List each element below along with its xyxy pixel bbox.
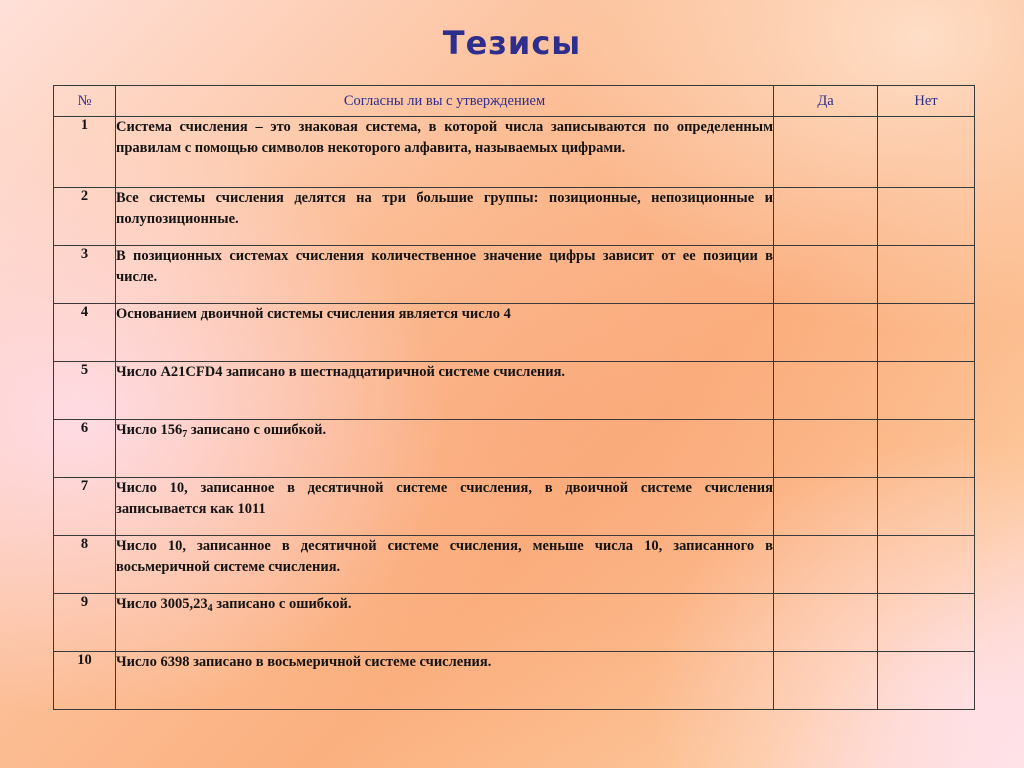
header-statement: Согласны ли вы с утверждением [116, 86, 774, 117]
yes-cell[interactable] [774, 536, 878, 594]
row-number: 4 [54, 304, 116, 362]
yes-cell[interactable] [774, 362, 878, 420]
table-row [54, 117, 975, 188]
row-statement: Число A21CFD4 записано в шестнадцатиричной системе счисления. [116, 362, 774, 420]
row-number: 10 [54, 652, 116, 710]
row-number: 1 [54, 117, 116, 188]
row-number: 2 [54, 188, 116, 246]
no-cell[interactable] [878, 536, 975, 594]
row-statement: Система счисления – это знаковая система, в которой числа записываются по определенным правилам с помощью символов некоторого алфавита, называемых цифрами. [116, 117, 774, 188]
no-cell[interactable] [878, 304, 975, 362]
row-statement: Основанием двоичной системы счисления является число 4 [116, 304, 774, 362]
header-no: Нет [878, 86, 975, 117]
no-cell[interactable] [878, 362, 975, 420]
table-header-row [54, 86, 975, 117]
row-statement: Все системы счисления делятся на три большие группы: позиционные, непозиционные и полупозиционные. [116, 188, 774, 246]
theses-table [53, 85, 975, 710]
row-statement: Число 10, записанное в десятичной системе счисления, в двоичной системе счисления записывается как 1011 [116, 478, 774, 536]
header-number: № [54, 86, 116, 117]
yes-cell[interactable] [774, 304, 878, 362]
table-row [54, 362, 975, 420]
table-row [54, 188, 975, 246]
yes-cell[interactable] [774, 478, 878, 536]
table-row [54, 594, 975, 652]
row-number: 7 [54, 478, 116, 536]
row-number: 3 [54, 246, 116, 304]
slide-title: Тезисы [442, 24, 582, 62]
table-row [54, 478, 975, 536]
row-statement: Число 6398 записано в восьмеричной системе счисления. [116, 652, 774, 710]
table-row [54, 246, 975, 304]
row-statement [116, 594, 774, 652]
no-cell[interactable] [878, 246, 975, 304]
table-row [54, 536, 975, 594]
no-cell[interactable] [878, 420, 975, 478]
no-cell[interactable] [878, 594, 975, 652]
statement-text: Число 156 [116, 422, 183, 438]
row-number: 6 [54, 420, 116, 478]
row-statement: Число 10, записанное в десятичной системе счисления, меньше числа 10, записанного в восьмеричной системе счисления. [116, 536, 774, 594]
number-base-subscript: 7 [182, 429, 188, 440]
row-statement: В позиционных системах счисления количественное значение цифры зависит от ее позиции в числе. [116, 246, 774, 304]
header-yes: Да [774, 86, 878, 117]
yes-cell[interactable] [774, 594, 878, 652]
no-cell[interactable] [878, 117, 975, 188]
statement-text: записано с ошибкой. [187, 422, 327, 438]
row-number: 8 [54, 536, 116, 594]
number-base-subscript: 4 [207, 603, 213, 614]
yes-cell[interactable] [774, 117, 878, 188]
no-cell[interactable] [878, 652, 975, 710]
row-statement [116, 420, 774, 478]
table-row [54, 420, 975, 478]
yes-cell[interactable] [774, 246, 878, 304]
table-row [54, 304, 975, 362]
no-cell[interactable] [878, 188, 975, 246]
row-number: 9 [54, 594, 116, 652]
yes-cell[interactable] [774, 420, 878, 478]
statement-text: записано с ошибкой. [212, 596, 352, 612]
yes-cell[interactable] [774, 652, 878, 710]
table-row [54, 652, 975, 710]
yes-cell[interactable] [774, 188, 878, 246]
statement-text: Число 3005,23 [116, 596, 208, 612]
no-cell[interactable] [878, 478, 975, 536]
row-number: 5 [54, 362, 116, 420]
